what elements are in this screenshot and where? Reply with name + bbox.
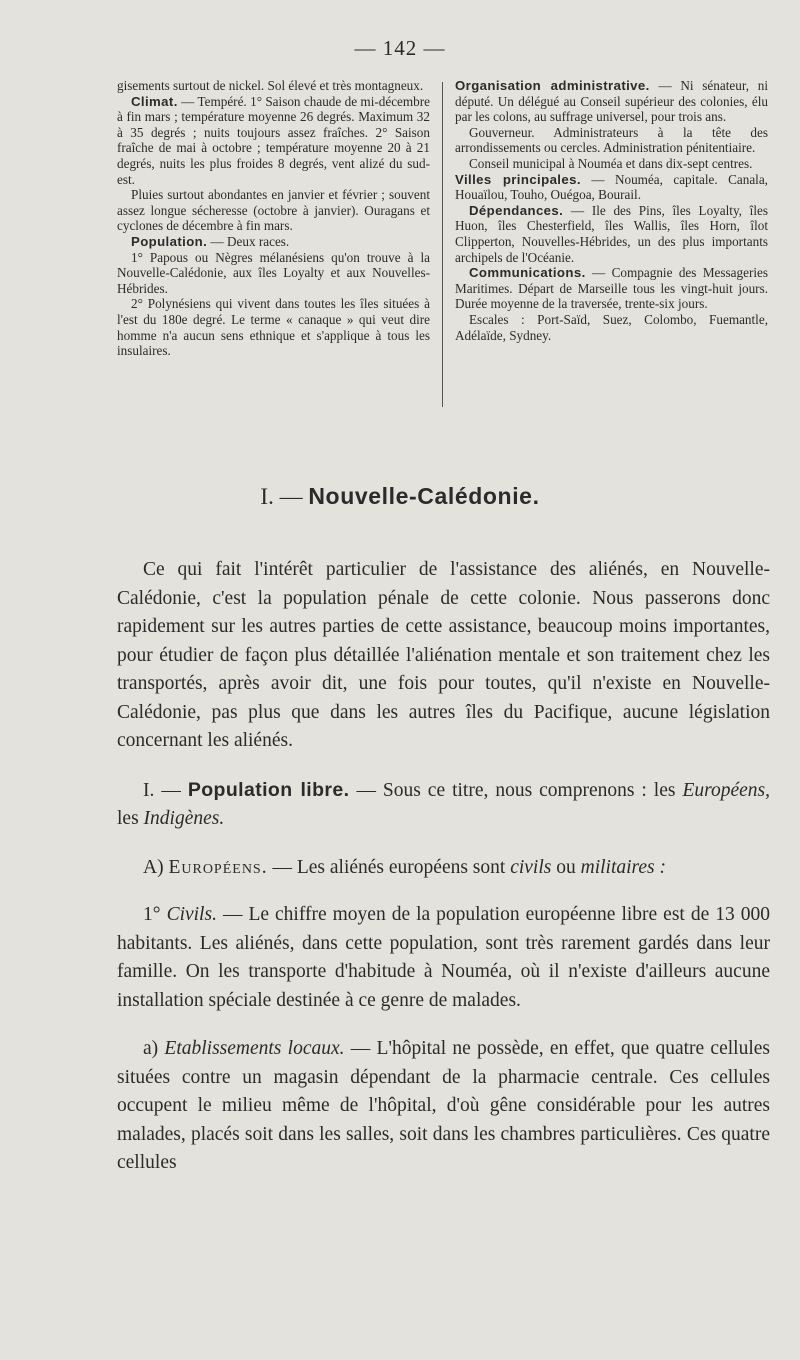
villes-heading: Villes principales. — [455, 171, 581, 187]
climat-heading: Climat. — [131, 93, 178, 109]
population-heading: Population. — [131, 233, 208, 249]
eu-text-2: ou — [551, 856, 581, 878]
europeens-paragraph — [117, 854, 770, 883]
pop-indigenes: Indigènes. — [143, 808, 225, 829]
communications-text: — Compagnie des Messageries Maritimes. Départ de Marseille tous les vingt-huit jours. Durée moyenne de la traversée, trente-six jours. — [455, 265, 768, 312]
dependances-heading: Dépendances. — [469, 202, 564, 218]
paragraph-papous: 1° Papous ou Nègres mélanésiens qu'on trouve à la Nouvelle-Calédonie, aux îles Loyalty et aux Nouvelles-Hébrides. — [117, 249, 430, 296]
paragraph-communications — [455, 265, 768, 312]
paragraph-conseil: Conseil municipal à Nouméa et dans dix-sept centres. — [469, 155, 753, 171]
paragraph-gouverneur: Gouverneur. Administrateurs à la tête des arrondissements ou cercles. Administration pénitentiaire. — [455, 124, 768, 156]
paragraph-organisation — [455, 78, 768, 125]
etablissements-paragraph — [117, 1035, 770, 1178]
etab-heading: Etablissements locaux. — [164, 1038, 345, 1059]
civ-heading: Civils. — [166, 904, 217, 925]
pop-europeens: Européens, — [682, 779, 770, 801]
villes-text: — Nouméa, capitale. Canala, Houaïlou, Touho, Ouégoa, Bourail. — [455, 171, 768, 203]
communications-heading: Communications. — [469, 265, 586, 281]
paragraph-gisements: gisements surtout de nickel. Sol élevé et très montagneux. — [117, 78, 424, 93]
organisation-text: — Ni sénateur, ni député. Un délégué au Conseil supérieur des colonies, élu par les colons, au suffrage universel, pour trois ans. — [455, 78, 768, 125]
paragraph-escales: Escales : Port-Saïd, Suez, Colombo, Fuemantle, Adélaïde, Sydney. — [455, 311, 768, 343]
civ-text: — Le chiffre moyen de la population européenne libre est de 13 000 habitants. Les aliénés, dans cette population, sont très rarement gardés dans leur famille. On les transporte d'habitude à Nouméa, où il n'existe d'ailleurs aucune installation spéciale destinée à ce genre de malades. — [117, 904, 770, 1011]
right-column — [455, 78, 768, 343]
etab-prefix: a) — [143, 1038, 165, 1059]
climat-text: — Tempéré. 1° Saison chaude de mi-décembre à fin mars ; température moyenne 26 degrés. Maximum 32 à 35 degrés ; nuits toujours assez fraîches. 2° Saison fraîche de mai à octobre ; température moyenne 20 à 21 degrés, nuits les plus froides 8 degrés, vent alizé du sud-est. — [117, 93, 430, 187]
pop-text-2: les — [117, 808, 144, 829]
paragraph-climat — [117, 94, 430, 188]
eu-heading: Européens. — [168, 856, 268, 878]
intro-paragraph: Ce qui fait l'intérêt particulier de l'assistance des aliénés, en Nouvelle-Calédonie, c'est la population pénale de cette colonie. Nous passerons donc rapidement sur les autres parties de cette assistance, beaucoup moins importantes, pour étudier de façon plus détaillée l'aliénation mentale et son traitement chez les transportés, après avoir dit, une fois pour toutes, qu'il n'existe en Nouvelle-Calédonie, pas plus que dans les autres îles du Pacifique, aucune législation concernant les aliénés. — [117, 559, 770, 751]
left-column — [117, 78, 430, 359]
dependances-text: — Ile des Pins, îles Loyalty, îles Huon, îles Chesterfield, îles Wallis, îles Horn, îlot Clipperton, Nouvelles-Hébrides, un des plus importants archipels de l'Océanie. — [455, 202, 768, 265]
organisation-heading: Organisation administrative. — [455, 78, 650, 93]
paragraph-population — [117, 234, 430, 250]
etab-text: — L'hôpital ne possède, en effet, que quatre cellules situées contre un magasin dépendant de la pharmacie centrale. Ces cellules occupent le milieu même de l'hôpital, d'où gêne considérable pour les autres malades, placés soit dans les salles, soit dans les chambres particulières. Ces quatre cellules — [117, 1038, 770, 1173]
column-divider — [442, 82, 443, 407]
pop-number: I. — — [143, 779, 188, 801]
pop-heading: Population libre. — [187, 778, 350, 801]
paragraph-villes — [455, 172, 768, 203]
civ-prefix: 1° — [143, 904, 167, 925]
paragraph-polynesiens: 2° Polynésiens qui vivent dans toutes les îles situées à l'est du 180e degré. Le terme « canaque » qui veut dire homme n'a aucun sens ethnique et s'applique à tous les insulaires. — [117, 296, 430, 359]
eu-militaires: militaires : — [580, 856, 667, 878]
section-number: I. — [260, 484, 274, 509]
pop-text-1: — Sous ce titre, nous comprenons : les — [349, 779, 683, 801]
eu-prefix: A) — [143, 856, 169, 878]
eu-text-1: — Les aliénés européens sont — [267, 856, 511, 878]
population-libre-paragraph — [117, 776, 770, 834]
page-number: — 142 — — [354, 36, 446, 60]
section-dash: — — [273, 484, 309, 509]
civils-paragraph — [117, 901, 770, 1015]
section-heading — [0, 483, 800, 510]
paragraph-pluies: Pluies surtout abondantes en janvier et février ; souvent assez longue sécheresse (octobre à janvier). Ouragans et cyclones de décembre à fin mars. — [117, 187, 430, 234]
paragraph-dependances — [455, 203, 768, 265]
population-text: — Deux races. — [207, 233, 290, 249]
main-text — [117, 556, 770, 1198]
section-title: Nouvelle-Calédonie. — [308, 483, 540, 509]
eu-civils: civils — [510, 856, 552, 878]
